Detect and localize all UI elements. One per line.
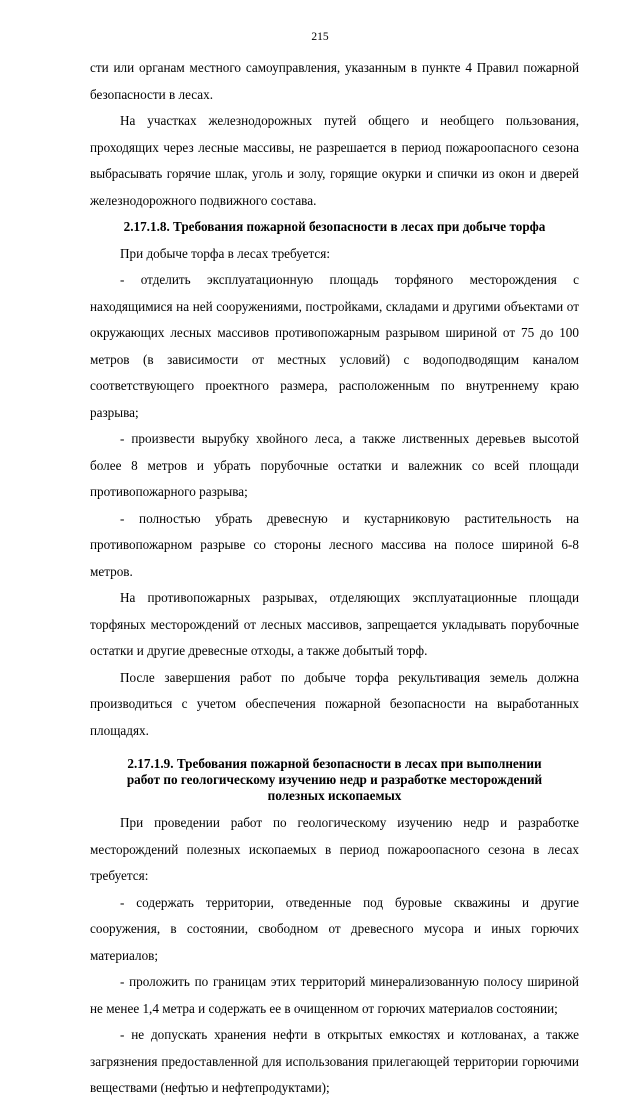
paragraph: На противопожарных разрывах, отделяющих эксплуатационные площади торфяных месторождений от лесных массивов, запрещается укладывать порубочные остатки и другие древесные отходы, а также добытый торф. [90,590,579,658]
heading-line: 2.17.1.9. Требования пожарной безопасности в лесах при выполнении [127,756,542,771]
document-body [90,55,579,1102]
list-item: - полностью убрать древесную и кустарниковую растительность на противопожарном разрыве со стороны лесного массива на полосе шириной 6-8 метров. [90,510,579,579]
section-heading: 2.17.1.8. Требования пожарной безопасности в лесах при добыче торфа [123,219,546,234]
heading-line: работ по геологическому изучению недр и разработке месторождений [126,772,543,787]
heading-line: полезных ископаемых [267,788,402,803]
paragraph: При добыче торфа в лесах требуется: [120,245,331,261]
list-item: - произвести вырубку хвойного леса, а также лиственных деревьев высотой более 8 метров и убрать порубочные остатки и валежник со всей площади противопожарного разрыва; [90,431,579,499]
paragraph: После завершения работ по добыче торфа рекультивация земель должна производиться с учетом обеспечения пожарной безопасности на выработанных площадях. [90,669,579,738]
paragraph: сти или органам местного самоуправления, указанным в пункте 4 Правил пожарной безопасности в лесах. [90,60,579,102]
list-item: - отделить эксплуатационную площадь торфяного месторождения с находящимися на ней сооружениями, постройками, складами и другими объектами от окружающих лесных массивов противопожарным разрывом шириной от 75 до 100 метров (в зависимости от местных условий) с водоподводящим каналом соответствующего проектного размера, расположенным по внутреннему краю разрыва; [90,272,579,420]
section-heading [90,756,579,804]
paragraph: На участках железнодорожных путей общего и необщего пользования, проходящих через лесные массивы, не разрешается в период пожароопасного сезона выбрасывать горячие шлак, уголь и золу, горящие окурки и спички из окон и дверей железнодорожного подвижного состава. [90,113,579,208]
paragraph: При проведении работ по геологическому изучению недр и разработке месторождений полезных ископаемых в период пожароопасного сезона в лесах требуется: [90,815,579,883]
list-item: - не допускать хранения нефти в открытых емкостях и котлованах, а также загрязнения предоставленной для использования прилегающей территории горючими веществами (нефтью и нефтепродуктами); [90,1027,579,1095]
list-item: - проложить по границам этих территорий минерализованную полосу шириной не менее 1,4 метра и содержать ее в очищенном от горючих материалов состоянии; [90,974,579,1016]
page-number: 215 [311,31,329,43]
list-item: - содержать территории, отведенные под буровые скважины и другие сооружения, в состоянии, свободном от древесного мусора и иных горючих материалов; [90,894,579,963]
